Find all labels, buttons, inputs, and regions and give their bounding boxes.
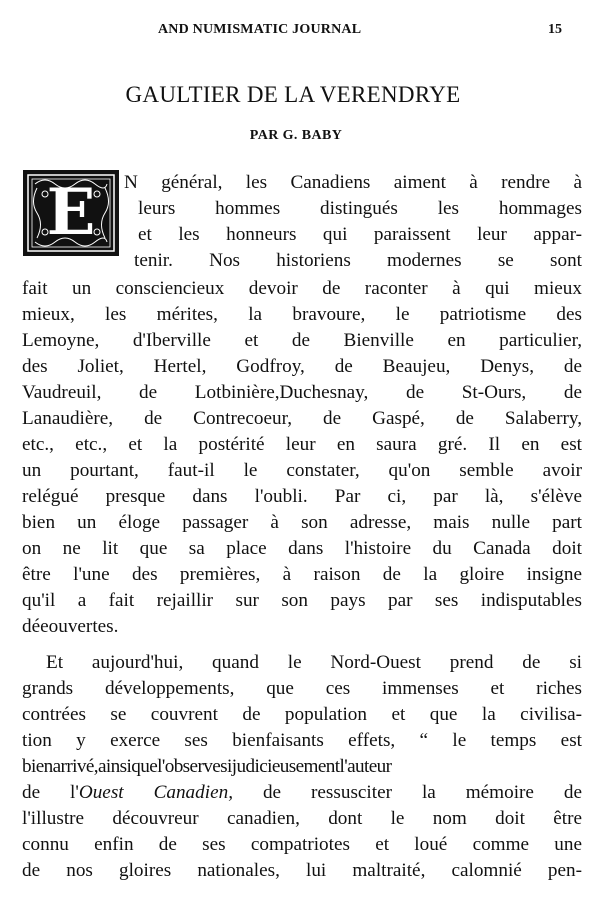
text-line: N général, les Canadiens aiment à rendre à (124, 172, 582, 193)
text-line: Et aujourd'hui, quand le Nord-Ouest prend de si (46, 652, 582, 673)
text-line: relégué presque dans l'oubli. Par ci, par là, s'élève (22, 486, 582, 507)
byline: PAR G. BABY (249, 128, 343, 143)
text-line: fait un consciencieux devoir de raconter à qui mieux (22, 278, 582, 299)
text-line: de nos gloires nationales, lui maltraité, calomnié pen- (22, 860, 582, 881)
text-line: Vaudreuil, de Lotbinière,Duchesnay, de St-Ours, de (22, 382, 582, 403)
text-line: être l'une des premières, à raison de la gloire insigne (22, 564, 582, 585)
book-title: Ouest Canadien, (78, 782, 233, 803)
page-number: 15 (548, 22, 562, 37)
running-head (0, 22, 600, 42)
text-run: de l' (22, 782, 79, 803)
text-line: qu'il a fait rejaillir sur son pays par ses indisputables (22, 590, 582, 611)
text-line: mieux, les mérites, la bravoure, le patriotisme des (22, 304, 582, 325)
text-line (22, 780, 582, 806)
article-title: GAULTIER DE LA VERENDRYE (125, 82, 461, 107)
text-run: de ressusciter la mémoire de (233, 782, 583, 803)
text-line: l'illustre découvreur canadien, dont le nom doit être (22, 808, 582, 829)
text-line: connu enfin de ses compatriotes et loué comme une (22, 834, 582, 855)
text-line: on ne lit que sa place dans l'histoire du Canada doit (22, 538, 582, 559)
text-line: contrées se couvrent de population et que la civilisa- (22, 704, 582, 725)
text-line: etc., etc., et la postérité leur en saura gré. Il en est (22, 434, 582, 455)
text-line: leurs hommes distingués les hommages (138, 198, 582, 219)
text-line: tion y exerce ses bienfaisants effets, “ le temps est (22, 730, 582, 751)
text-line: bienarrivé,ainsiquel'observesijudicieusementl'auteur (22, 756, 392, 777)
text-line: des Joliet, Hertel, Godfroy, de Beaujeu, Denys, de (22, 356, 582, 377)
text-line: Lanaudière, de Contrecoeur, de Gaspé, de Salaberry, (22, 408, 582, 429)
text-line: bien un éloge passager à son adresse, mais nulle part (22, 512, 582, 533)
text-line: grands développements, que ces immenses et riches (22, 678, 582, 699)
ornamental-initial (23, 170, 119, 256)
text-line: et les honneurs qui paraissent leur appar- (138, 224, 582, 245)
drop-cap-letter: E (46, 175, 96, 250)
text-line: déeouvertes. (22, 616, 119, 637)
text-line: Lemoyne, d'Iberville et de Bienville en particulier, (22, 330, 582, 351)
running-title: AND NUMISMATIC JOURNAL (158, 22, 362, 37)
text-line: un pourtant, faut-il le constater, qu'on semble avoir (22, 460, 582, 481)
text-line: tenir. Nos historiens modernes se sont (134, 250, 582, 271)
